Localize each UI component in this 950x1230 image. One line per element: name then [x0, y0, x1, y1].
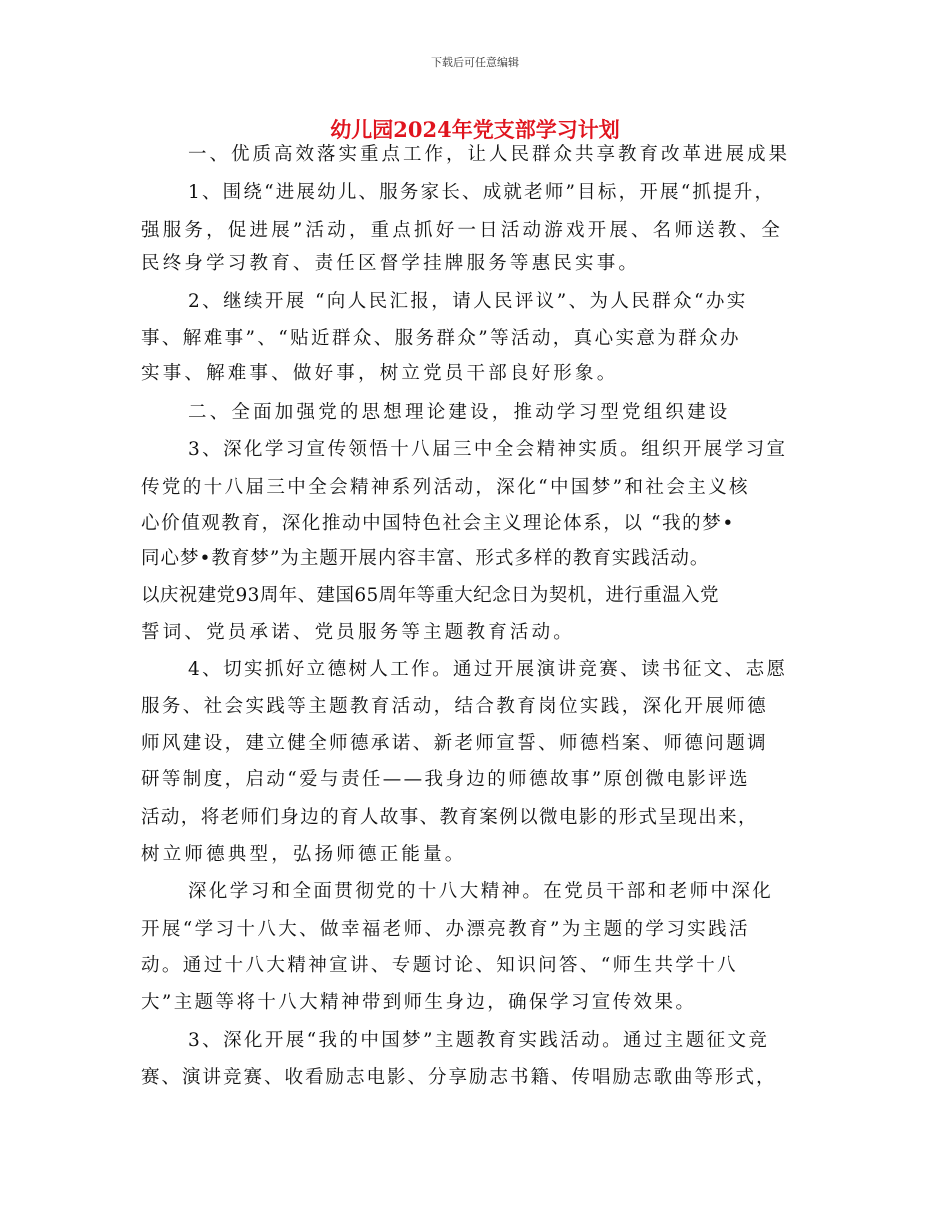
body-line: 服务、社会实践等主题教育活动，结合教育岗位实践，深化开展师德	[141, 696, 769, 717]
document-title: 幼儿园2024年党支部学习计划	[330, 117, 620, 142]
body-line: 心价值观教育，深化推动中国特色社会主义理论体系，以 “我的梦•	[141, 513, 735, 534]
body-line: 同心梦•教育梦”为主题开展内容丰富、形式多样的教育实践活动。	[141, 548, 710, 569]
body-line: 4、切实抓好立德树人工作。通过开展演讲竞赛、读书征文、志愿	[188, 659, 788, 680]
body-line: 一、优质高效落实重点工作，让人民群众共享教育改革进展成果	[188, 144, 791, 165]
body-line: 实事、解难事、做好事，树立党员干部良好形象。	[141, 363, 619, 384]
page-header: 下载后可任意编辑	[431, 56, 519, 69]
body-line: 赛、演讲竞赛、收看励志电影、分享励志书籍、传唱励志歌曲等形式，	[141, 1067, 777, 1088]
body-line: 事、解难事”、“贴近群众、服务群众”等活动，真心实意为群众办	[141, 328, 741, 349]
body-line: 动。通过十八大精神宣讲、专题讨论、知识问答、“师生共学十八	[141, 955, 739, 976]
body-line: 以庆祝建党93周年、建国65周年等重大纪念日为契机，进行重温入党	[141, 585, 719, 606]
body-line: 开展“学习十八大、做幸福老师、办漂亮教育”为主题的学习实践活	[141, 919, 750, 940]
body-line: 2、继续开展 “向人民汇报，请人民评议”、为人民群众“办实	[188, 291, 748, 312]
body-line: 活动，将老师们身边的育人故事、教育案例以微电影的形式呈现出来，	[141, 807, 758, 828]
body-line: 传党的十八届三中全会精神系列活动，深化“中国梦”和社会主义核	[141, 477, 750, 498]
body-line: 誓词、党员承诺、党员服务等主题教育活动。	[141, 622, 576, 643]
body-line: 3、深化开展“我的中国梦”主题教育实践活动。通过主题征文竞	[188, 1030, 770, 1051]
body-line: 深化学习和全面贯彻党的十八大精神。在党员干部和老师中深化	[188, 881, 774, 902]
body-line: 二、全面加强党的思想理论建设，推动学习型党组织建设	[188, 402, 731, 423]
body-line: 师风建设，建立健全师德承诺、新老师宣誓、师德档案、师德问题调	[141, 733, 769, 754]
body-line: 民终身学习教育、责任区督学挂牌服务等惠民实事。	[141, 253, 641, 274]
body-line: 研等制度，启动“爱与责任——我身边的师德故事”原创微电影评选	[141, 769, 750, 790]
body-line: 大”主题等将十八大精神带到师生身边，确保学习宣传效果。	[141, 992, 697, 1013]
body-line: 强服务，促进展”活动，重点抓好一日活动游戏开展、名师送教、全	[141, 220, 783, 241]
body-line: 3、深化学习宣传领悟十八届三中全会精神实质。组织开展学习宣	[188, 439, 788, 460]
body-line: 树立师德典型，弘扬师德正能量。	[141, 844, 467, 865]
body-line: 1、围绕“进展幼儿、服务家长、成就老师”目标，开展“抓提升，	[188, 182, 776, 203]
